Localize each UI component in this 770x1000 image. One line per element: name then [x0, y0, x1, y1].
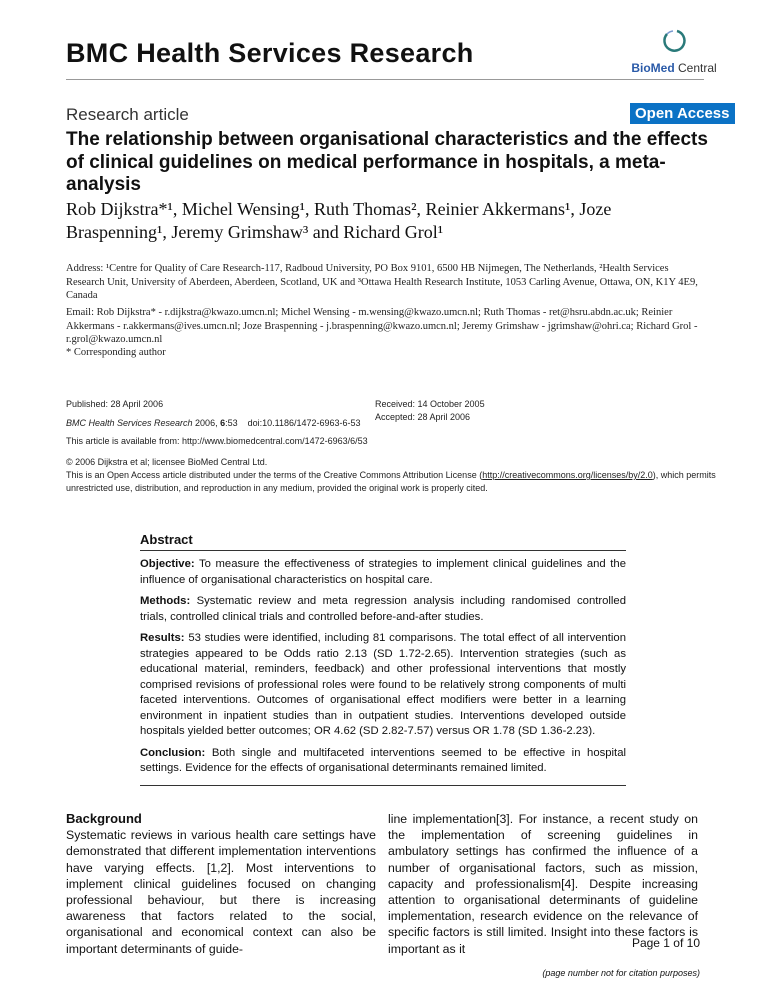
license-text: This is an Open Access article distributed under the terms of the Creative Commons Attribution License (: [66, 470, 483, 480]
citation: [66, 418, 361, 428]
body-column-left: [66, 811, 376, 957]
article-type: Research article: [66, 105, 189, 124]
journal-title: BMC Health Services Research: [66, 38, 474, 68]
logo-ring-icon: [659, 28, 689, 54]
section-label: Objective:: [140, 558, 195, 570]
open-access-badge: Open Access: [630, 103, 735, 124]
body-text-left: Systematic reviews in various health care settings have demonstrated that different implementation interventions have varying effects. [1,2]. Most interventions to implement clinical guidelines focused on changing professional behaviour, but there is increasing awareness that factors related to the social, organisational and economical context can also be important determinants of guide-: [66, 828, 376, 956]
availability-url: This article is available from: http://www.biomedcentral.com/1472-6963/6/53: [66, 436, 368, 446]
section-heading-background: Background: [66, 811, 142, 826]
citation-year: 2006,: [192, 418, 221, 428]
abstract-bottom-rule: [140, 785, 626, 786]
abstract-objective: [140, 557, 626, 588]
abstract-top-rule: [140, 550, 626, 551]
section-label: Methods:: [140, 595, 191, 607]
section-text: Systematic review and meta regression analysis including randomised controlled trials, controlled clinical trials and controlled before-and-after studies.: [140, 595, 626, 623]
section-text: Both single and multifaceted interventions seemed to be effective in hospital settings. Evidence for the effects of organisational determinants remained limited.: [140, 746, 626, 774]
logo-text-bold: BioMed: [631, 61, 675, 75]
page-number-note: (page number not for citation purposes): [542, 968, 700, 978]
received-date: Received: 14 October 2005: [375, 399, 485, 409]
author-list: Rob Dijkstra*¹, Michel Wensing¹, Ruth Thomas², Reinier Akkermans¹, Joze Braspenning¹, Jeremy Grimshaw³ and Richard Grol¹: [66, 199, 612, 242]
author-emails: Email: Rob Dijkstra* - r.dijkstra@kwazo.umcn.nl; Michel Wensing - m.wensing@kwazo.umcn.nl; Ruth Thomas - ret@hsru.abdn.ac.uk; Reinier Akkermans - r.akkermans@ives.umcn.nl; Joze Braspenning - j.braspenning@kwazo.umcn.nl; Jeremy Grimshaw - jgrimshaw@ohri.ca; Richard Grol - r.grol@kwazo.umcn.nl: [66, 307, 698, 345]
abstract-heading: Abstract: [140, 532, 193, 547]
citation-page: :53: [225, 418, 238, 428]
published-date: Published: 28 April 2006: [66, 399, 164, 409]
corresponding-author-note: * Corresponding author: [66, 347, 166, 358]
license-link[interactable]: http://creativecommons.org/licenses/by/2.0: [482, 470, 653, 480]
body-column-right: [388, 811, 698, 957]
section-label: Conclusion:: [140, 746, 206, 759]
abstract-box: [140, 532, 626, 786]
page-number: Page 1 of 10: [631, 936, 700, 950]
body-text-right: line implementation[3]. For instance, a recent study on the implementation of screening guidelines in ambulatory settings has confirmed the influence of a number of organisational factors, such as mission, capacity and professionalism[4]. Despite increasing attention to organisational determinants of guideline implementation, research evidence on the relevance of specific factors is still limited. Insight into these factors is important as it: [388, 812, 698, 956]
citation-journal: BMC Health Services Research: [66, 418, 193, 428]
section-label: Results:: [140, 632, 185, 644]
section-text: To measure the effectiveness of strategies to implement clinical guidelines and the influence of organisational characteristics on hospital care.: [140, 558, 626, 586]
biomed-central-logo[interactable]: [614, 28, 734, 77]
article-title: The relationship between organisational characteristics and the effects of clinical guidelines on medical performance in hospitals, a meta-analysis: [66, 129, 708, 195]
logo-text: Central: [674, 61, 717, 75]
header-divider: [66, 79, 704, 80]
citation-volume: 6: [220, 418, 226, 428]
license-text-end: ), which permits unrestricted use, distribution, and reproduction in any medium, provided the original work is properly cited.: [66, 470, 716, 493]
author-addresses: Address: ¹Centre for Quality of Care Research-117, Radboud University, PO Box 9101, 6500 HB Nijmegen, The Netherlands, ²Health Services Research Unit, University of Aberdeen, Aberdeen, Scotland, UK and ³Ottawa Health Research Institute, 1053 Carling Avenue, Ottawa, ON, K1Y 4E9, Canada: [66, 263, 698, 301]
doi: doi:10.1186/1472-6963-6-53: [247, 418, 361, 428]
accepted-date: Accepted: 28 April 2006: [375, 412, 471, 422]
abstract-methods: [140, 594, 626, 625]
license-statement: [66, 469, 716, 494]
section-text: 53 studies were identified, including 81 comparisons. The total effect of all intervention strategies appeared to be Odds ratio 2.13 (SD 1.72-2.65). Intervention strategies (such as educational material, reminders, feedback) and other professional interventions that mostly comprised revisions of professional roles were found to be relatively strong components of multi faceted interventions. Outcomes of organisational effect modifiers were better in a learning environment in inpatient studies than in outpatient studies. Interventions developed outside hospitals yielded better outcomes; OR 4.62 (SD 2.82-7.57) versus OR 1.78 (SD 1.36-2.23).: [140, 632, 626, 737]
abstract-conclusion: [140, 746, 626, 777]
abstract-results: [140, 631, 626, 740]
copyright: © 2006 Dijkstra et al; licensee BioMed Central Ltd.: [66, 457, 268, 467]
